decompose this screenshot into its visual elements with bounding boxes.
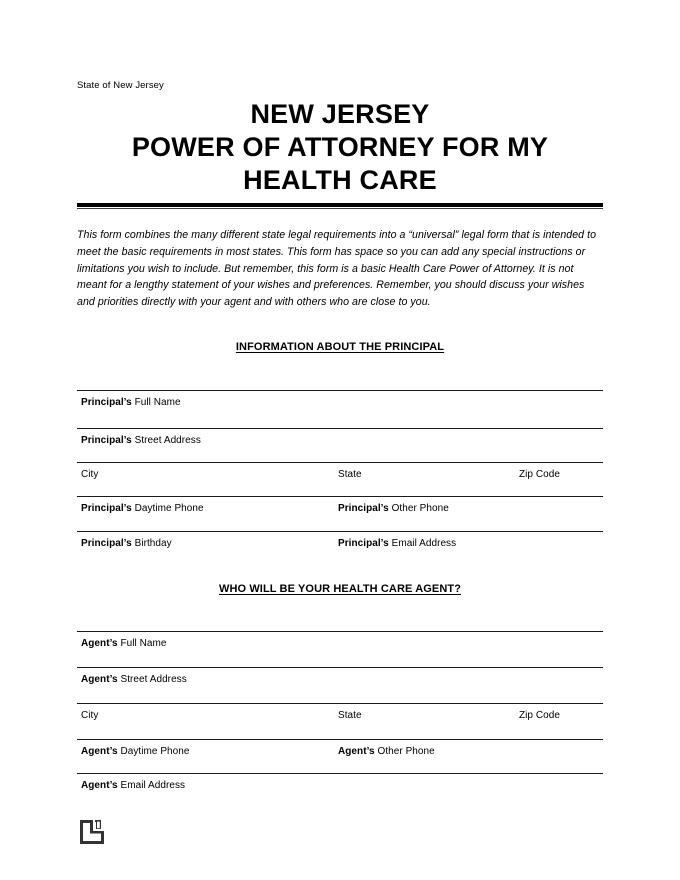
field-label-principal-street-rest: Street Address — [131, 435, 201, 446]
field-label-agent-daytime-phone-rest: Daytime Phone — [117, 746, 190, 757]
field-label-agent-full-name — [81, 637, 167, 650]
title-line-3: HEALTH CARE — [243, 165, 437, 195]
title-line-1: NEW JERSEY — [250, 99, 430, 129]
field-label-principal-other-phone-strong: Principal’s — [338, 503, 389, 514]
field-label-agent-full-name-strong: Agent’s — [81, 638, 118, 649]
field-label-principal-other-phone — [338, 502, 449, 515]
state-label: State of New Jersey — [77, 80, 164, 91]
field-row-principal-city-state-zip[interactable] — [77, 462, 603, 496]
field-label-principal-email-strong: Principal’s — [338, 538, 389, 549]
field-label-agent-other-phone-strong: Agent’s — [338, 746, 375, 757]
field-label-agent-full-name-rest: Full Name — [117, 638, 167, 649]
field-row-agent-phones[interactable] — [77, 739, 603, 773]
field-label-principal-email-rest: Email Address — [388, 538, 457, 549]
field-label-agent-street-address — [81, 673, 187, 686]
field-label-principal-birthday-strong: Principal’s — [81, 538, 132, 549]
field-label-principal-daytime-phone — [81, 502, 204, 515]
title-divider — [77, 203, 603, 209]
field-label-principal-zip: Zip Code — [519, 469, 560, 480]
field-row-agent-city-state-zip[interactable] — [77, 703, 603, 737]
field-label-agent-daytime-phone-strong: Agent’s — [81, 746, 118, 757]
field-label-agent-street-strong: Agent’s — [81, 674, 118, 685]
field-label-agent-email-strong: Agent’s — [81, 780, 118, 791]
field-label-agent-street-rest: Street Address — [117, 674, 187, 685]
field-row-principal-street-address[interactable] — [77, 428, 603, 462]
field-row-agent-street-address[interactable] — [77, 667, 603, 701]
field-row-principal-birthday-email[interactable] — [77, 531, 603, 565]
field-label-principal-city: City — [81, 469, 99, 480]
field-label-principal-daytime-phone-rest: Daytime Phone — [131, 503, 204, 514]
field-label-agent-email — [81, 779, 185, 792]
field-label-principal-email — [338, 537, 456, 550]
section-heading-agent — [77, 583, 603, 595]
section-heading-agent-text: WHO WILL BE YOUR HEALTH CARE AGENT? — [218, 583, 462, 595]
intro-paragraph: This form combines the many different state legal requirements into a “universal” legal form that is intended to meet the basic requirements in most states. This form has space so you can add any special instructions or limitations you wish to include. But remember, this form is a basic Health Care Power of Attorney. It is not meant for a lengthy statement of your wishes and preferences. Remember, you should discuss your wishes and priorities directly with your agent and with others who are close to you. — [77, 229, 597, 309]
field-label-principal-daytime-phone-strong: Principal’s — [81, 503, 132, 514]
field-label-principal-birthday — [81, 537, 172, 550]
field-label-principal-street-strong: Principal’s — [81, 435, 132, 446]
field-label-agent-other-phone-rest: Other Phone — [374, 746, 435, 757]
field-row-principal-full-name[interactable] — [77, 390, 603, 424]
field-row-agent-email[interactable] — [77, 773, 603, 807]
field-label-agent-daytime-phone — [81, 745, 190, 758]
page-title — [77, 98, 603, 197]
field-label-principal-full-name-rest: Full Name — [131, 397, 181, 408]
field-label-principal-other-phone-rest: Other Phone — [388, 503, 449, 514]
field-label-agent-other-phone — [338, 745, 435, 758]
field-label-principal-street-address — [81, 434, 201, 447]
field-label-agent-city: City — [81, 710, 99, 721]
field-label-agent-state: State — [338, 710, 362, 721]
field-label-agent-email-rest: Email Address — [117, 780, 186, 791]
field-label-principal-state: State — [338, 469, 362, 480]
legal-templates-logo-icon — [80, 820, 104, 844]
field-label-principal-birthday-rest: Birthday — [131, 538, 172, 549]
field-label-principal-full-name-strong: Principal’s — [81, 397, 132, 408]
section-heading-principal — [77, 341, 603, 353]
title-line-2: POWER OF ATTORNEY FOR MY — [131, 132, 549, 162]
field-row-agent-full-name[interactable] — [77, 631, 603, 665]
field-label-principal-full-name — [81, 396, 181, 409]
section-heading-principal-text: INFORMATION ABOUT THE PRINCIPAL — [235, 341, 445, 353]
field-label-agent-zip: Zip Code — [519, 710, 560, 721]
field-row-principal-phones[interactable] — [77, 496, 603, 530]
